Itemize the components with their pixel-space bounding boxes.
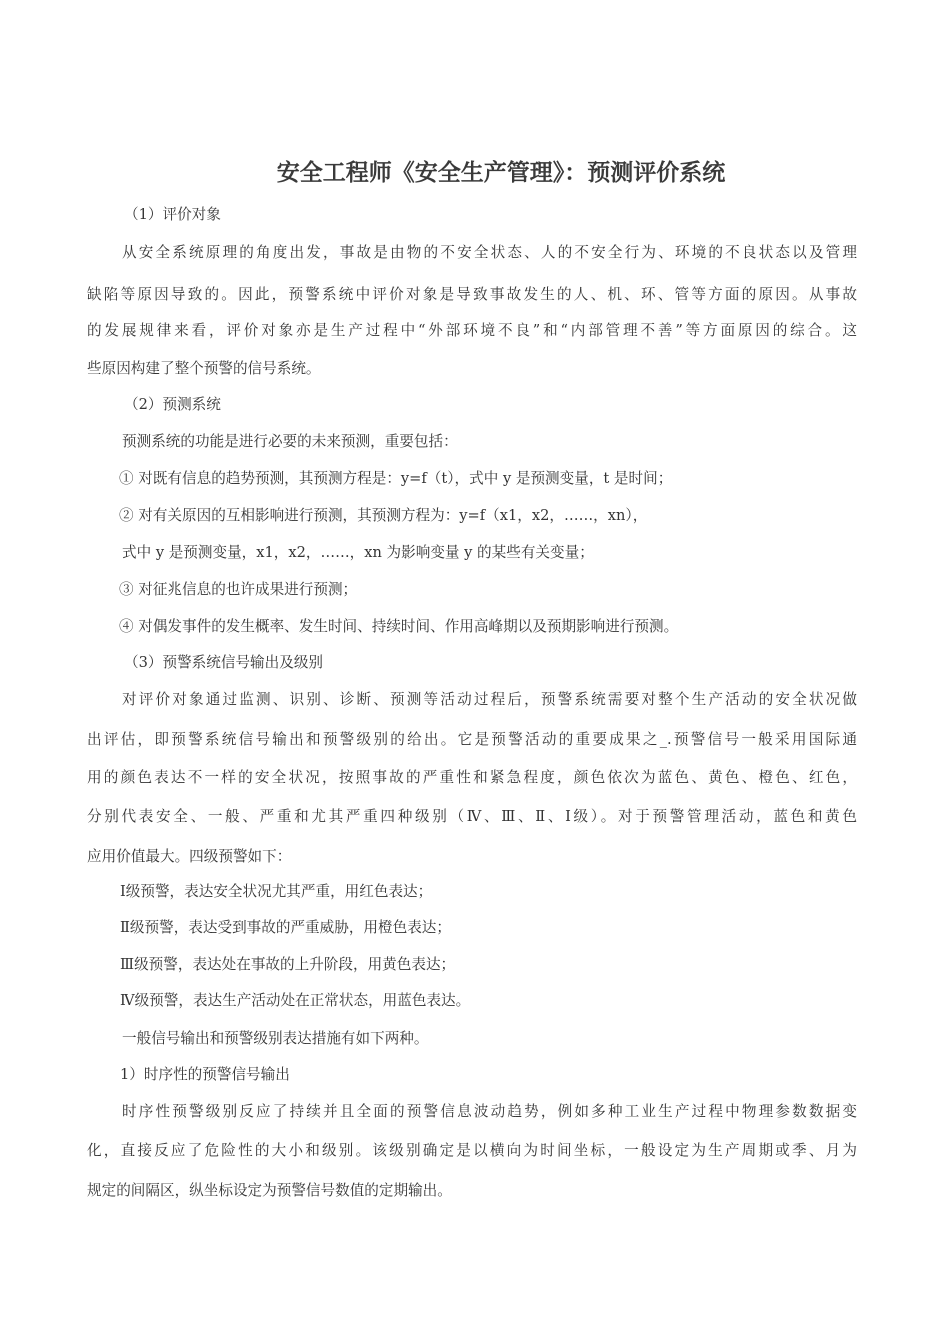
- paragraph-line: 时序性预警级别反应了持续并且全面的预警信息波动趋势，例如多种工业生产过程中物理参数数据变: [122, 1103, 857, 1120]
- paragraph-line: 规定的间隔区，纵坐标设定为预警信号数值的定期输出。: [87, 1182, 452, 1199]
- list-item: Ⅲ级预警，表达处在事故的上升阶段，用黄色表达；: [120, 956, 456, 973]
- paragraph-line: 的发展规律来看，评价对象亦是生产过程中“外部环境不良”和“内部管理不善”等方面原因的综合。这: [87, 322, 857, 339]
- list-item: ① 对既有信息的趋势预测，其预测方程是：y=f（t），式中 y 是预测变量，t 是时间；: [119, 470, 673, 487]
- paragraph-line: 应用价值最大。四级预警如下：: [87, 848, 292, 865]
- list-item: Ⅳ级预警，表达生产活动处在正常状态，用蓝色表达。: [120, 992, 471, 1009]
- paragraph-line: 用的颜色表达不一样的安全状况，按照事故的严重性和紧急程度，颜色依次为蓝色、黄色、橙色、红色，: [87, 769, 857, 786]
- paragraph-line: 缺陷等原因导致的。因此，预警系统中评价对象是导致事故发生的人、机、环、管等方面的原因。从事故: [87, 286, 857, 303]
- list-item: ③ 对征兆信息的也许成果进行预测；: [119, 581, 358, 598]
- paragraph-line: 化，直接反应了危险性的大小和级别。该级别确定是以横向为时间坐标，一般设定为生产周期或季、月为: [87, 1142, 857, 1159]
- section-heading-4: 1）时序性的预警信号输出: [120, 1066, 290, 1083]
- paragraph-line: 些原因构建了整个预警的信号系统。: [87, 360, 321, 377]
- paragraph-line: 从安全系统原理的角度出发，事故是由物的不安全状态、人的不安全行为、环境的不良状态以及管理: [122, 244, 857, 261]
- document-title: 安全工程师《安全生产管理》：预测评价系统: [276, 160, 726, 186]
- section-heading-1: （1）评价对象: [124, 206, 221, 223]
- section-heading-3: （3）预警系统信号输出及级别: [124, 654, 324, 671]
- paragraph-line: 分别代表安全、一般、严重和尤其严重四种级别（Ⅳ、Ⅲ、Ⅱ、Ⅰ级）。对于预警管理活动，蓝色和黄色: [87, 808, 857, 825]
- list-item: Ⅱ级预警，表达受到事故的严重威胁，用橙色表达；: [120, 919, 451, 936]
- section-heading-2: （2）预测系统: [124, 396, 221, 413]
- paragraph-line: 出评估，即预警系统信号输出和预警级别的给出。它是预警活动的重要成果之_.预警信号一般采用国际通: [87, 731, 857, 748]
- list-item: ④ 对偶发事件的发生概率、发生时间、持续时间、作用高峰期以及预期影响进行预测。: [119, 618, 679, 635]
- paragraph-line: 式中 y 是预测变量，x1，x2，……，xn 为影响变量 y 的某些有关变量；: [122, 544, 594, 561]
- list-item: ② 对有关原因的互相影响进行预测，其预测方程为：y=f（x1，x2，……，xn），: [119, 507, 648, 524]
- list-item: Ⅰ级预警，表达安全状况尤其严重，用红色表达；: [120, 883, 433, 900]
- paragraph-line: 一般信号输出和预警级别表达措施有如下两种。: [122, 1030, 429, 1047]
- paragraph-line: 对评价对象通过监测、识别、诊断、预测等活动过程后，预警系统需要对整个生产活动的安全状况做: [122, 691, 857, 708]
- paragraph-line: 预测系统的功能是进行必要的未来预测，重要包括：: [122, 433, 458, 450]
